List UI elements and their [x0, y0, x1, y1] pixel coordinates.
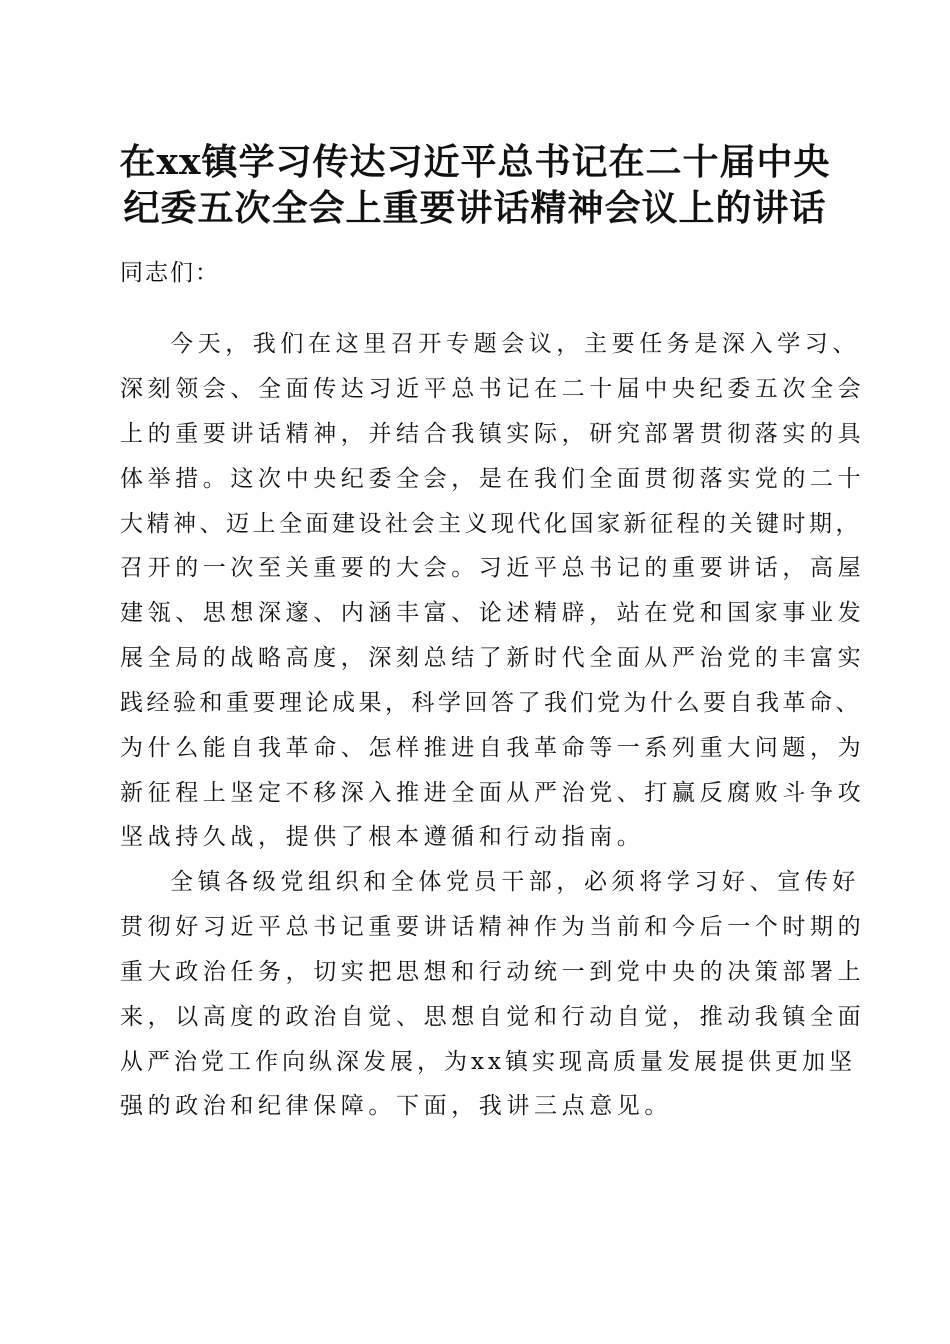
paragraph-1-line-9: 践经验和重要理论成果，科学回答了我们党为什么要自我革命、 — [120, 690, 862, 716]
paragraph-1-line-2: 深刻领会、全面传达习近平总书记在二十届中央纪委五次全会 — [120, 376, 866, 402]
paragraph-2-line-6: 强的政治和纪律保障。下面，我讲三点意见。 — [120, 1093, 672, 1119]
paragraph-1-line-10: 为什么能自我革命、怎样推进自我革命等一系列重大问题，为 — [120, 735, 866, 761]
paragraph-1-line-3: 上的重要讲话精神，并结合我镇实际，研究部署贯彻落实的具 — [120, 421, 866, 447]
greeting: 同志们： — [120, 260, 220, 286]
paragraph-1-line-12: 坚战持久战，提供了根本遵循和行动指南。 — [120, 824, 645, 850]
paragraph-1-line-1: 今天，我们在这里召开专题会议，主要任务是深入学习、 — [170, 331, 860, 357]
paragraph-2-line-2: 贯彻好习近平总书记重要讲话精神作为当前和今后一个时期的 — [120, 914, 866, 940]
paragraph-1-line-6: 召开的一次至关重要的大会。习近平总书记的重要讲话，高屋 — [120, 555, 866, 581]
document-title-line-2: 纪委五次全会上重要讲话精神会议上的讲话 — [123, 187, 827, 229]
paragraph-1-line-5: 大精神、迈上全面建设社会主义现代化国家新征程的关键时期， — [120, 511, 862, 537]
paragraph-2-line-4: 来，以高度的政治自觉、思想自觉和行动自觉，推动我镇全面 — [120, 1004, 866, 1030]
paragraph-1-line-4: 体举措。这次中央纪委全会，是在我们全面贯彻落实党的二十 — [120, 466, 866, 492]
document-title-line-1: 在xx镇学习传达习近平总书记在二十届中央 — [119, 141, 831, 183]
paragraph-1-line-7: 建瓴、思想深邃、内涵丰富、论述精辟，站在党和国家事业发 — [120, 600, 866, 626]
paragraph-2-line-5: 从严治党工作向纵深发展，为xx镇实现高质量发展提供更加坚 — [120, 1049, 856, 1075]
paragraph-1-line-8: 展全局的战略高度，深刻总结了新时代全面从严治党的丰富实 — [120, 645, 866, 671]
paragraph-2-line-3: 重大政治任务，切实把思想和行动统一到党中央的决策部署上 — [120, 959, 866, 985]
paragraph-2-line-1: 全镇各级党组织和全体党员干部，必须将学习好、宣传好 — [170, 869, 860, 895]
paragraph-1-line-11: 新征程上坚定不移深入推进全面从严治党、打赢反腐败斗争攻 — [120, 780, 866, 806]
